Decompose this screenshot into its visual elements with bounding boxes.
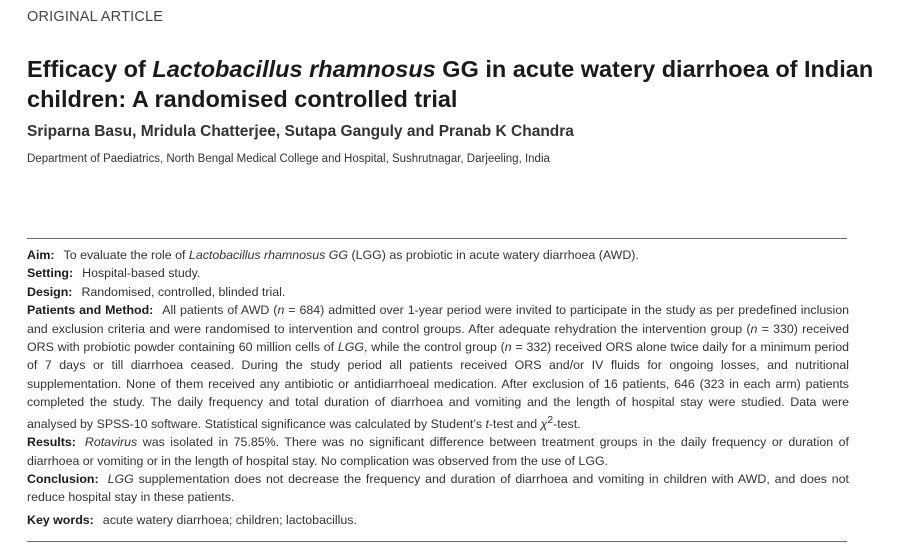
affiliation: Department of Paediatrics, North Bengal Medical College and Hospital, Sushrutnagar, Darjeeling, India	[27, 153, 550, 165]
article-title	[27, 54, 877, 114]
conclusion-lgg: LGG	[107, 472, 134, 486]
results-text: was isolated in 75.85%. There was no significant difference between treatment groups in the daily frequency or duration of diarrhoea or vomiting or in the length of hospital stay. No complication was observed from the use of LGG.	[27, 435, 849, 468]
pm-text-5: = 332) received ORS alone twice daily for a minimum period of 7 days or till diarrhoea ceased. During the study period all patients received ORS and/or IV fluids for ongoing losses, and nutritional supplementation. None of them received any antibiotic or antidiarrhoeal medication. After exclusion of 16 patients, 646 (323 in each arm) patients completed the study. The daily frequency and total duration of diarrhoea and vomiting and the length of hospital stay were studied. Data were analysed by SPSS-10 software. Statistical significance was calculated by Student’s	[27, 340, 849, 431]
abstract-results	[27, 433, 849, 470]
conclusion-text: supplementation does not decrease the frequency and duration of diarrhoea and vomiting in children with AWD, and does not reduce hospital stay in these patients.	[27, 472, 849, 505]
title-organism: Lactobacillus rhamnosus	[152, 56, 436, 82]
conclusion-label: Conclusion:	[27, 472, 99, 486]
pm-n-1: n	[277, 303, 285, 318]
title-part1: Efficacy of	[27, 56, 153, 82]
abstract-conclusion	[27, 470, 849, 507]
aim-label: Aim:	[27, 248, 55, 262]
setting-text: Hospital-based study.	[82, 266, 201, 281]
design-label: Design:	[27, 284, 73, 299]
pm-text-6: -test and	[488, 416, 541, 431]
title-part2: GG in acute watery diarrhoea of Indian children: A randomised controlled trial	[27, 56, 874, 112]
keywords-label: Key words:	[27, 513, 94, 527]
design-text: Randomised, controlled, blinded trial.	[81, 284, 286, 299]
section-label: ORIGINAL ARTICLE	[27, 9, 164, 25]
pm-text-4: , while the control group (	[364, 340, 505, 355]
pm-text-2: = 684) admitted over 1-year period were invited to participate in the study as per predefined inclusion and exclusion criteria and were randomised to intervention and control groups. After adequate rehydration the intervention group (	[27, 303, 849, 336]
keywords	[27, 513, 357, 527]
pm-chi-sup: 2	[547, 414, 554, 426]
keywords-text: acute watery diarrhoea; children; lactobacillus.	[102, 513, 357, 527]
pm-n-3: n	[504, 340, 512, 355]
pm-text-1: All patients of AWD (	[162, 303, 278, 318]
setting-label: Setting:	[27, 266, 74, 281]
abstract-setting	[27, 264, 849, 282]
pm-text-3: = 330) received ORS with probiotic powder containing 60 million cells of	[27, 321, 849, 355]
pm-chi: χ	[540, 416, 548, 431]
abstract-aim	[27, 246, 849, 264]
authors: Sriparna Basu, Mridula Chatterjee, Sutapa Ganguly and Pranab K Chandra	[27, 123, 574, 140]
patients-methods-label: Patients and Method:	[27, 303, 154, 318]
abstract-top-rule	[27, 238, 847, 239]
pm-lgg: LGG	[337, 340, 364, 355]
aim-organism: Lactobacillus rhamnosus GG	[188, 248, 349, 262]
abstract	[27, 246, 849, 507]
results-virus: Rotavirus	[84, 435, 138, 450]
aim-text: To evaluate the role of	[63, 248, 189, 262]
results-label: Results:	[27, 435, 76, 450]
pm-t-test: t	[485, 416, 489, 431]
abstract-bottom-rule	[27, 541, 847, 542]
aim-text-end: (LGG) as probiotic in acute watery diarrhoea (AWD).	[348, 248, 639, 262]
pm-n-2: n	[750, 321, 758, 336]
abstract-design	[27, 283, 849, 301]
pm-text-7: -test.	[553, 416, 581, 431]
abstract-patients-methods	[27, 301, 849, 433]
